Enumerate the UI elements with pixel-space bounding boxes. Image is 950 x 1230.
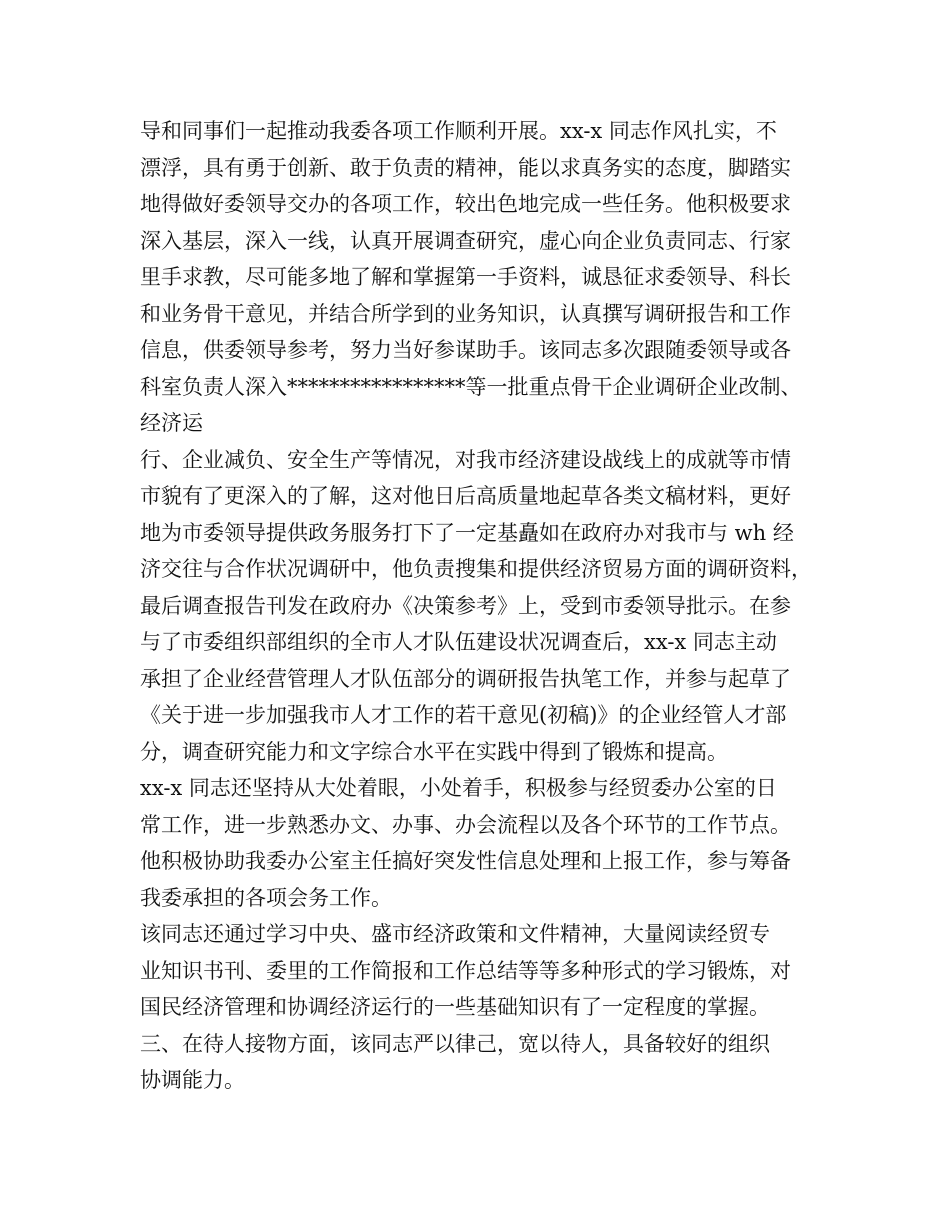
- text-line: 最后调查报告刊发在政府办《决策参考》上，受到市委领导批示。在参: [140, 593, 791, 618]
- text-line: 协调能力。: [140, 1068, 245, 1092]
- text-line: 信息，供委领导参考，努力当好参谋助手。该同志多次跟随委领导或各: [140, 338, 791, 362]
- text-line: 我委承担的各项会务工作。: [140, 885, 392, 910]
- text-line: xx-x 同志还坚持从大处着眼，小处着手，积极参与经贸委办公室的日: [140, 776, 777, 800]
- text-line: 行、企业减负、安全生产等情况，对我市经济建设战线上的成就等市情: [140, 447, 791, 472]
- text-line: 导和同事们一起推动我委各项工作顺利开展。xx-x 同志作风扎实，不: [140, 119, 777, 143]
- text-line: 业知识书刊、委里的工作简报和工作总结等等多种形式的学习锻炼，对: [140, 958, 791, 983]
- text-line: 深入基层，深入一线，认真开展调查研究，虚心向企业负责同志、行家: [140, 228, 791, 253]
- text-line: 漂浮，具有勇于创新、敢于负责的精神，能以求真务实的态度，脚踏实: [140, 155, 791, 180]
- text-line: 市貌有了更深入的了解，这对他日后高质量地起草各类文稿材料，更好: [140, 484, 791, 508]
- text-line: 分，调查研究能力和文字综合水平在实践中得到了锻炼和提高。: [140, 739, 728, 764]
- text-line: 地得做好委领导交办的各项工作，较出色地完成一些任务。他积极要求: [140, 192, 791, 216]
- text-line: 科室负责人深入*****************等一批重点骨干企业调研企业改制、: [140, 374, 802, 399]
- text-line: 国民经济管理和协调经济运行的一些基础知识有了一定程度的掌握。: [140, 995, 770, 1019]
- text-line: 他积极协助我委办公室主任搞好突发性信息处理和上报工作，参与筹备: [140, 849, 791, 873]
- text-line: 该同志还通过学习中央、盛市经济政策和文件精神，大量阅读经贸专: [140, 922, 770, 946]
- text-line: 三、在待人接物方面，该同志严以律己，宽以待人，具备较好的组织: [140, 1031, 770, 1056]
- text-line: 地为市委领导提供政务服务打下了一定基矗如在政府办对我市与 wh 经: [140, 520, 794, 545]
- text-line: 与了市委组织部组织的全市人才队伍建设状况调查后，xx-x 同志主动: [140, 630, 777, 654]
- text-line: 常工作，进一步熟悉办文、办事、办会流程以及各个环节的工作节点。: [140, 812, 791, 837]
- text-line: 和业务骨干意见，并结合所学到的业务知识，认真撰写调研报告和工作: [140, 301, 791, 326]
- text-line: 里手求教，尽可能多地了解和掌握第一手资料，诚恳征求委领导、科长: [140, 265, 791, 289]
- text-line: 承担了企业经营管理人才队伍部分的调研报告执笔工作，并参与起草了: [140, 666, 791, 691]
- text-line: 《关于进一步加强我市人才工作的若干意见(初稿)》的企业经管人才部: [140, 703, 787, 727]
- text-line: 济交往与合作状况调研中，他负责搜集和提供经济贸易方面的调研资料，: [140, 557, 812, 581]
- text-line: 经济运: [140, 411, 203, 435]
- document-body: [140, 113, 830, 1099]
